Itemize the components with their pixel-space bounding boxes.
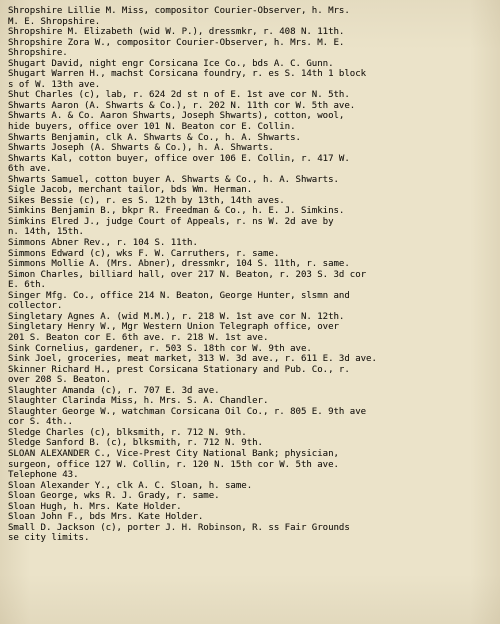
directory-line: Skinner Richard H., prest Corsicana Stationary and Pub. Co., r.	[8, 364, 350, 375]
directory-line: 201 S. Beaton cor E. 6th ave. r. 218 W. 1st ave.	[8, 332, 269, 343]
directory-line: Slaughter Amanda (c), r. 707 E. 3d ave.	[8, 385, 220, 396]
directory-line: M. E. Shropshire.	[8, 16, 101, 27]
directory-line: Simkins Benjamin B., bkpr R. Freedman & Co., h. E. J. Simkins.	[8, 206, 345, 217]
directory-line: Shropshire.	[8, 48, 68, 59]
directory-line: 6th ave.	[8, 164, 52, 175]
directory-line: E. 6th.	[8, 280, 46, 291]
directory-line: Slaughter George W., watchman Corsicana Oil Co., r. 805 E. 9th ave	[8, 406, 367, 417]
directory-line: Singletary Agnes A. (wid M.M.), r. 218 W. 1st ave cor N. 12th.	[8, 311, 345, 322]
directory-line: Slaughter Clarinda Miss, h. Mrs. S. A. Chandler.	[8, 396, 269, 407]
directory-line: Shwarts Joseph (A. Shwarts & Co.), h. A. Shwarts.	[8, 143, 274, 154]
directory-line: Shwarts Aaron (A. Shwarts & Co.), r. 202 N. 11th cor W. 5th ave.	[8, 100, 356, 111]
directory-line: Simmons Edward (c), wks F. W. Carruthers, r. same.	[8, 248, 280, 259]
directory-line: Sikes Bessie (c), r. es S. 12th by 13th, 14th aves.	[8, 195, 285, 206]
directory-line: Singer Mfg. Co., office 214 N. Beaton, George Hunter, slsmn and	[8, 290, 350, 301]
directory-line: Shwarts Samuel, cotton buyer A. Shwarts & Co., h. A. Shwarts.	[8, 174, 339, 185]
directory-line: Shwarts A. & Co. Aaron Shwarts, Joseph Shwarts), cotton, wool,	[8, 111, 345, 122]
directory-line: Sledge Sanford B. (c), blksmith, r. 712 N. 9th.	[8, 438, 263, 449]
directory-listing	[8, 6, 492, 544]
directory-line: SLOAN ALEXANDER C., Vice-Prest City National Bank; physician,	[8, 448, 339, 459]
directory-line: Simmons Mollie A. (Mrs. Abner), dressmkr, 104 S. 11th, r. same.	[8, 259, 350, 270]
directory-line: Shropshire Lillie M. Miss, compositor Courier-Observer, h. Mrs.	[8, 6, 350, 16]
directory-line: Shropshire M. Elizabeth (wid W. P.), dressmkr, r. 408 N. 11th.	[8, 27, 345, 38]
directory-line: Sloan John F., bds Mrs. Kate Holder.	[8, 512, 204, 523]
directory-line: Small D. Jackson (c), porter J. H. Robinson, R. ss Fair Grounds	[8, 522, 350, 533]
directory-line: Shugart Warren H., machst Corsicana foundry, r. es S. 14th 1 block	[8, 69, 367, 80]
directory-line: Sink Joel, groceries, meat market, 313 W. 3d ave., r. 611 E. 3d ave.	[8, 354, 377, 365]
directory-line: surgeon, office 127 W. Collin, r. 120 N. 15th cor W. 5th ave.	[8, 459, 339, 470]
directory-line: Simkins Elred J., judge Court of Appeals, r. ns W. 2d ave by	[8, 216, 334, 227]
directory-line: Shwarts Benjamin, clk A. Shwarts & Co., h. A. Shwarts.	[8, 132, 301, 143]
directory-line: Simon Charles, billiard hall, over 217 N. Beaton, r. 203 S. 3d cor	[8, 269, 367, 280]
directory-line: Telephone 43.	[8, 470, 79, 481]
directory-line: Sloan Hugh, h. Mrs. Kate Holder.	[8, 501, 182, 512]
directory-line: Simmons Abner Rev., r. 104 S. 11th.	[8, 238, 198, 249]
directory-line: cor S. 4th..	[8, 417, 74, 428]
directory-line: se city limits.	[8, 533, 90, 544]
directory-line: Singletary Henry W., Mgr Western Union Telegraph office, over	[8, 322, 339, 333]
directory-line: Shwarts Kal, cotton buyer, office over 106 E. Collin, r. 417 W.	[8, 153, 350, 164]
directory-line: Sledge Charles (c), blksmith, r. 712 N. 9th.	[8, 427, 247, 438]
directory-line: Sloan Alexander Y., clk A. C. Sloan, h. same.	[8, 480, 253, 491]
directory-line: Shugart David, night engr Corsicana Ice Co., bds A. C. Gunn.	[8, 58, 334, 69]
directory-line: Sigle Jacob, merchant tailor, bds Wm. Herman.	[8, 185, 253, 196]
directory-line: n. 14th, 15th.	[8, 227, 84, 238]
directory-line: s of W. 13th ave.	[8, 79, 101, 90]
directory-line: Sloan George, wks R. J. Grady, r. same.	[8, 491, 220, 502]
directory-line: Shut Charles (c), lab, r. 624 2d st n of E. 1st ave cor N. 5th.	[8, 90, 350, 101]
directory-line: over 208 S. Beaton.	[8, 375, 112, 386]
directory-line: collector.	[8, 301, 63, 312]
directory-line: Shropshire Zora W., compositor Courier-Observer, h. Mrs. M. E.	[8, 37, 345, 48]
directory-line: Sink Cornelius, gardener, r. 503 S. 18th cor W. 9th ave.	[8, 343, 312, 354]
directory-line: hide buyers, office over 101 N. Beaton cor E. Collin.	[8, 122, 296, 133]
